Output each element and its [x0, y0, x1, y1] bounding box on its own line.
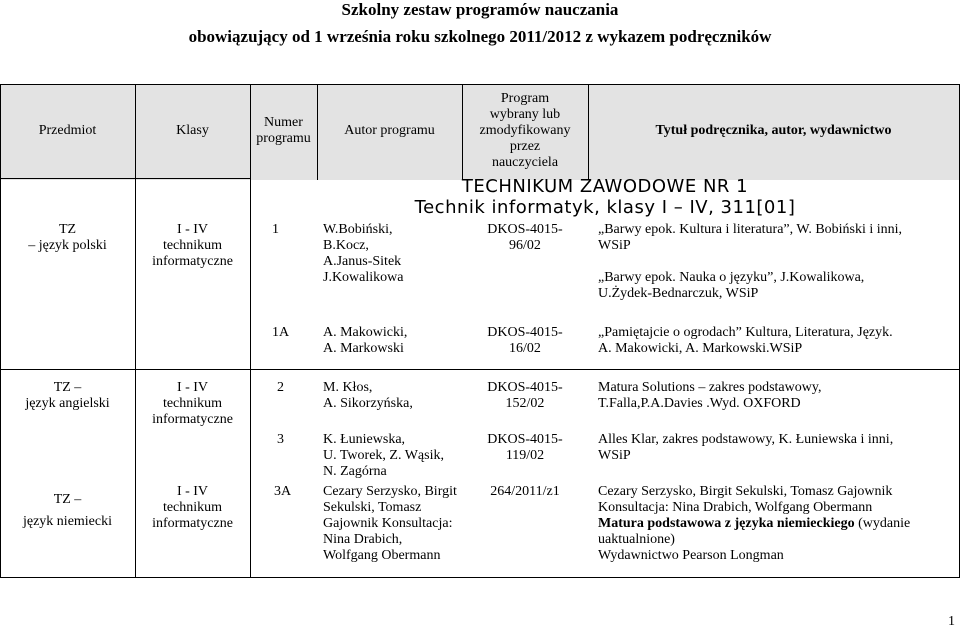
- program-line: 119/02: [505, 448, 545, 463]
- header-program-author: Autor programu: [344, 123, 435, 138]
- author-line: A. Makowicki,: [323, 325, 408, 340]
- profile-banner: Technik informatyk, klasy I – IV, 311[01]: [414, 197, 796, 218]
- row-angielski-number: 2: [277, 380, 284, 395]
- row-niemiecki-author: [323, 432, 444, 480]
- header-program-number: [250, 84, 317, 178]
- author-line: Sekulski, Tomasz: [323, 500, 422, 515]
- header-line: Numer: [264, 115, 303, 130]
- row-divider: [0, 369, 960, 370]
- program-line: DKOS-4015-: [487, 222, 563, 237]
- row-niemiecki-textbook: [598, 432, 956, 464]
- spacer: [598, 254, 956, 270]
- subject-line: TZ –: [53, 492, 82, 507]
- header-program-selected: [462, 84, 588, 178]
- author-line: A. Markowski: [323, 341, 404, 356]
- textbook-bold-suffix: (wydanie: [854, 516, 911, 531]
- textbook-line: uaktualnione): [598, 532, 675, 547]
- author-line: W.Bobiński,: [323, 222, 393, 237]
- row-1a-program: [462, 325, 588, 357]
- row-angielski-program: [462, 380, 588, 412]
- row-polski-textbook: [598, 222, 956, 302]
- classes-line: technikum: [162, 500, 223, 515]
- row-niemiecki-subject: [0, 492, 135, 530]
- textbook-line: WSiP: [598, 448, 631, 463]
- classes-line: informatyczne: [152, 412, 233, 427]
- row-polski-program: [462, 222, 588, 254]
- author-line: A. Sikorzyńska,: [323, 396, 413, 411]
- row-niemiecki-number: 3: [277, 432, 284, 447]
- row-3a-program: 264/2011/z1: [490, 484, 560, 499]
- classes-line: informatyczne: [152, 254, 233, 269]
- textbook-line: Wydawnictwo Pearson Longman: [598, 548, 784, 563]
- row-polski-author: [323, 222, 404, 286]
- textbook-line: „Pamiętajcie o ogrodach” Kultura, Literatura, Język.: [598, 325, 893, 340]
- author-line: Gajownik Konsultacja:: [323, 516, 453, 531]
- header-line: programu: [256, 131, 311, 146]
- row-niemiecki-program: [462, 432, 588, 464]
- author-line: Nina Drabich,: [323, 532, 403, 547]
- subject-line: TZ: [58, 222, 77, 237]
- textbook-line: Matura Solutions – zakres podstawowy,: [598, 380, 822, 395]
- row-3a-textbook: [598, 484, 956, 564]
- textbook-line: U.Żydek-Bednarczuk, WSiP: [598, 286, 759, 301]
- table-border-bottom: [0, 577, 960, 578]
- program-line: 96/02: [509, 238, 541, 253]
- author-line: B.Kocz,: [323, 238, 369, 253]
- row-3a-number: 3A: [274, 484, 292, 499]
- classes-line: I - IV: [176, 484, 209, 499]
- classes-line: informatyczne: [152, 516, 233, 531]
- subject-line: język niemiecki: [22, 514, 113, 529]
- document-subtitle: obowiązujący od 1 września roku szkolnego 2011/2012 z wykazem podręczników: [188, 27, 772, 46]
- textbook-line: T.Falla,P.A.Davies .Wyd. OXFORD: [598, 396, 801, 411]
- header-textbook: Tytuł podręcznika, autor, wydawnictwo: [655, 123, 892, 138]
- author-line: Cezary Serzysko, Birgit: [323, 484, 457, 499]
- classes-line: I - IV: [176, 380, 209, 395]
- header-classes: Klasy: [176, 123, 209, 138]
- subject-line: – język polski: [28, 238, 107, 253]
- document-title: Szkolny zestaw programów nauczania: [341, 0, 619, 19]
- row-angielski-textbook: [598, 380, 956, 412]
- header-line: zmodyfikowany: [479, 123, 571, 138]
- author-line: Wolfgang Obermann: [323, 548, 441, 563]
- author-line: N. Zagórna: [323, 464, 387, 479]
- textbook-line: Konsultacja: Nina Drabich, Wolfgang Obermann: [598, 500, 873, 515]
- row-niemiecki-classes: [135, 484, 250, 532]
- row-polski-classes: [135, 222, 250, 270]
- classes-line: technikum: [162, 396, 223, 411]
- textbook-line: Alles Klar, zakres podstawowy, K. Łuniewska i inni,: [598, 432, 894, 447]
- header-subject: Przedmiot: [38, 123, 97, 138]
- row-1a-textbook: [598, 325, 956, 357]
- row-angielski-subject: [0, 380, 135, 412]
- program-line: DKOS-4015-: [487, 325, 563, 340]
- classes-line: I - IV: [176, 222, 209, 237]
- row-1a-number: 1A: [272, 325, 290, 340]
- header-line: przez: [509, 139, 541, 154]
- author-line: A.Janus-Sitek: [323, 254, 402, 269]
- row-angielski-author: [323, 380, 413, 412]
- row-angielski-classes: [135, 380, 250, 428]
- textbook-line: [598, 516, 956, 532]
- textbook-line: A. Makowicki, A. Markowski.WSiP: [598, 341, 803, 356]
- header-line: wybrany lub: [489, 107, 561, 122]
- textbook-line: Cezary Serzysko, Birgit Sekulski, Tomasz Gajownik: [598, 484, 893, 499]
- classes-line: technikum: [162, 238, 223, 253]
- program-line: DKOS-4015-: [487, 380, 563, 395]
- textbook-line: „Barwy epok. Nauka o języku”, J.Kowalikowa,: [598, 270, 865, 285]
- author-line: J.Kowalikowa: [323, 270, 404, 285]
- textbook-line: „Barwy epok. Kultura i literatura”, W. Bobiński i inni,: [598, 222, 903, 237]
- program-line: DKOS-4015-: [487, 432, 563, 447]
- header-bottom-left: [0, 178, 250, 179]
- textbook-line: WSiP: [598, 238, 631, 253]
- author-line: U. Tworek, Z. Wąsik,: [323, 448, 444, 463]
- textbook-bold-title: Matura podstawowa z języka niemieckiego: [598, 516, 855, 531]
- subject-line: TZ –: [53, 380, 82, 395]
- header-line: Program: [500, 91, 550, 106]
- subject-line: język angielski: [25, 396, 110, 411]
- header-line: nauczyciela: [491, 155, 559, 170]
- row-polski-subject: [0, 222, 135, 254]
- row-polski-number: 1: [272, 222, 279, 237]
- school-banner: TECHNIKUM ZAWODOWE NR 1: [461, 176, 749, 197]
- program-line: 16/02: [509, 341, 541, 356]
- row-3a-author: [323, 484, 457, 564]
- author-line: K. Łuniewska,: [323, 432, 406, 447]
- author-line: M. Kłos,: [323, 380, 373, 395]
- page-number: 1: [948, 614, 955, 629]
- row-1a-author: [323, 325, 407, 357]
- program-line: 152/02: [505, 396, 545, 411]
